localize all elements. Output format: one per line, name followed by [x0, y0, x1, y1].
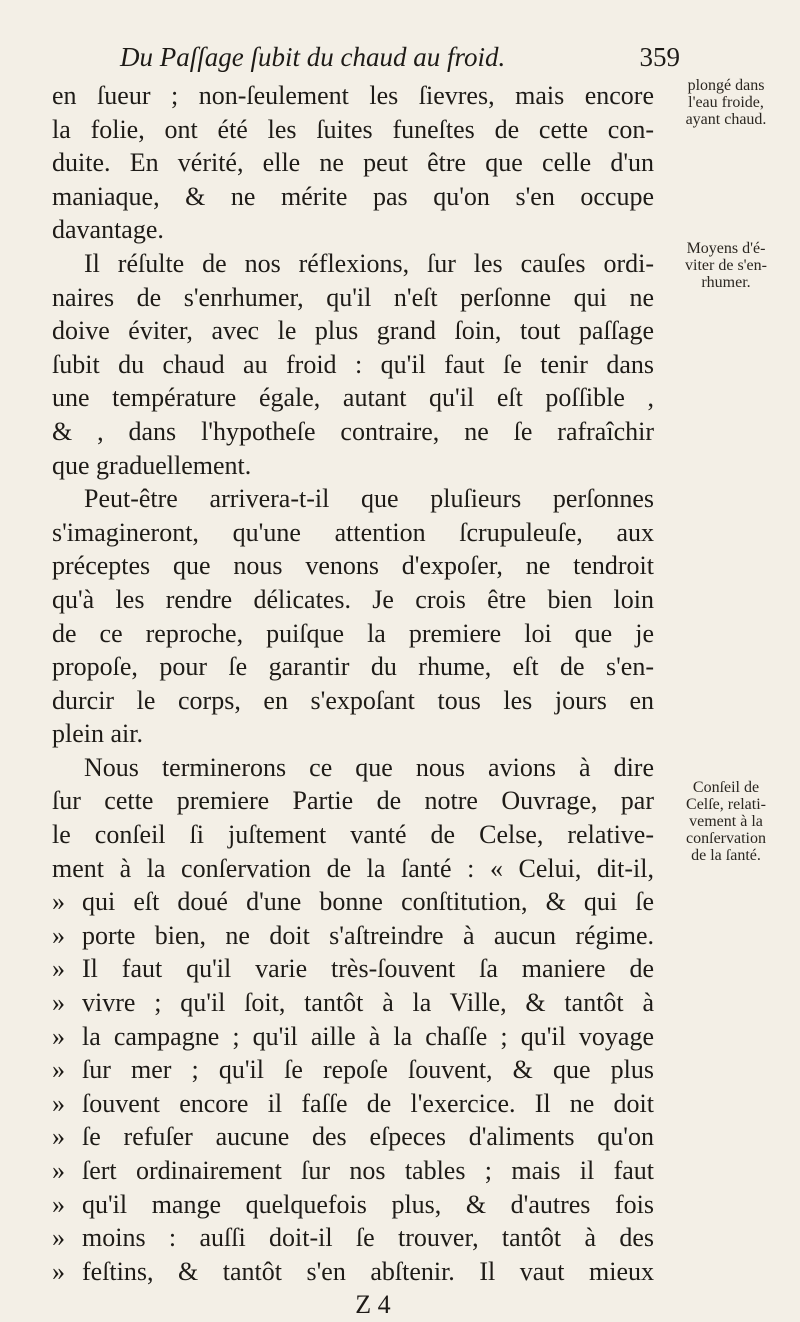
quote-mark: » [52, 1189, 65, 1219]
quote-line [52, 1020, 654, 1054]
quote-line [52, 952, 654, 986]
text-line: en ſueur ; non-ſeulement les ſievres, mais encore [52, 81, 654, 110]
margin-note-line: Celſe, relati- [686, 796, 766, 813]
margin-note-line: viter de s'en- [685, 257, 767, 274]
margin-note [666, 240, 786, 291]
quote-text: qui eſt doué d'une bonne conſtitution, & qui ſe [82, 887, 654, 917]
quote-mark: » [52, 988, 65, 1018]
margin-note [666, 77, 786, 128]
margin-note-line: vement à la [689, 813, 763, 830]
quote-mark: » [52, 1088, 65, 1118]
margin-note [666, 779, 786, 864]
quote-text: feſtins, & tantôt s'en abſtenir. Il vaut mieux [82, 1256, 654, 1286]
text-line: le conſeil ſi juſtement vanté de Celse, relative- [52, 820, 654, 850]
margin-note-line: rhumer. [701, 274, 751, 291]
text-line: plein air. [52, 719, 143, 749]
quote-text: ſe refuſer aucune des eſpeces d'aliments qu'on [82, 1122, 654, 1152]
quote-mark: » [52, 1055, 65, 1085]
page-header [120, 42, 680, 76]
text-line: s'imagineront, qu'une attention ſcrupuleuſe, aux [52, 517, 654, 547]
signature-mark: Z 4 [355, 1290, 391, 1320]
quote-line [52, 986, 654, 1020]
quote-text: ſur mer ; qu'il ſe repoſe ſouvent, & que plus [82, 1055, 654, 1085]
quote-line [52, 1221, 654, 1255]
text-line: & , dans l'hypotheſe contraire, ne ſe rafraîchir [52, 416, 654, 446]
quote-text: qu'il mange quelquefois plus, & d'autres fois [82, 1189, 654, 1219]
quote-line [52, 1087, 654, 1121]
text-line: Il réſulte de nos réflexions, ſur les cauſes ordi- [84, 248, 654, 278]
quote-line [52, 1120, 654, 1154]
quote-text: ſouvent encore il faſſe de l'exercice. Il ne doit [82, 1088, 654, 1118]
text-line: ment à la conſervation de la ſanté : « Celui, dit-il, [52, 853, 654, 883]
quote-mark: » [52, 954, 65, 984]
running-title: Du Paſſage ſubit du chaud au froid. [120, 42, 506, 72]
margin-note-line: ayant chaud. [685, 111, 767, 128]
main-text [52, 79, 654, 1322]
quote-mark: » [52, 1156, 65, 1185]
page-number: 359 [639, 42, 680, 72]
text-line: duite. En vérité, elle ne peut être que celle d'un [52, 148, 654, 178]
quote-text: la campagne ; qu'il aille à la chaſſe ; qu'il voyage [82, 1021, 654, 1051]
text-line: doive éviter, avec le plus grand ſoin, tout paſſage [52, 316, 654, 346]
margin-note-line: plongé dans [687, 77, 765, 94]
margin-note-line: l'eau froide, [688, 94, 764, 111]
text-line: de ce reproche, puiſque la premiere loi que je [52, 618, 654, 648]
quote-text: vivre ; qu'il ſoit, tantôt à la Ville, & tantôt à [82, 988, 654, 1018]
text-line: maniaque, & ne mérite pas qu'on s'en occupe [52, 181, 654, 211]
quote-mark: » [52, 887, 65, 917]
quote-text: Il faut qu'il varie très-ſouvent ſa maniere de [82, 954, 654, 984]
text-line: davantage. [52, 215, 164, 245]
text-line: ſubit du chaud au froid : qu'il faut ſe tenir dans [52, 349, 654, 379]
text-line: Peut-être arrivera-t-il que pluſieurs perſonnes [84, 484, 654, 514]
quote-line [52, 1188, 654, 1222]
quote-line [52, 1053, 654, 1087]
text-line: propoſe, pour ſe garantir du rhume, eſt de s'en- [52, 652, 654, 682]
quote-mark: » [52, 1223, 65, 1253]
quote-mark: » [52, 1122, 65, 1152]
quote-mark: » [52, 1021, 65, 1051]
quote-text: porte bien, ne doit s'aſtreindre à aucun régime. [82, 920, 654, 950]
text-line: durcir le corps, en s'expoſant tous les jours en [52, 685, 654, 715]
text-line: Nous terminerons ce que nous avions à dire [84, 752, 654, 782]
text-line: qu'à les rendre délicates. Je crois être bien loin [52, 584, 654, 614]
quote-text: moins : auſſi doit-il ſe trouver, tantôt à des [82, 1223, 654, 1253]
quote-text: ſert ordinairement ſur nos tables ; mais il faut [82, 1156, 654, 1185]
margin-note-line: Conſeil de [692, 779, 760, 796]
text-line: préceptes que nous venons d'expoſer, ne tendroit [52, 551, 654, 581]
text-line: la folie, ont été les ſuites funeſtes de cette con- [52, 114, 654, 144]
text-line: que graduellement. [52, 450, 252, 480]
quote-mark: » [52, 920, 65, 950]
margin-note-line: conſervation [686, 830, 766, 847]
quote-mark: » [52, 1256, 65, 1286]
margin-note-line: de la ſanté. [691, 847, 761, 864]
quote-line [52, 885, 654, 919]
text-line: une température égale, autant qu'il eſt poſſible , [52, 383, 654, 413]
margin-note-line: Moyens d'é- [686, 240, 766, 257]
quote-line [52, 1255, 654, 1289]
text-line: naires de s'enrhumer, qu'il n'eſt perſonne qui ne [52, 282, 654, 312]
quote-line [52, 919, 654, 953]
quote-line [52, 1154, 654, 1188]
text-line: ſur cette premiere Partie de notre Ouvrage, par [52, 786, 654, 816]
